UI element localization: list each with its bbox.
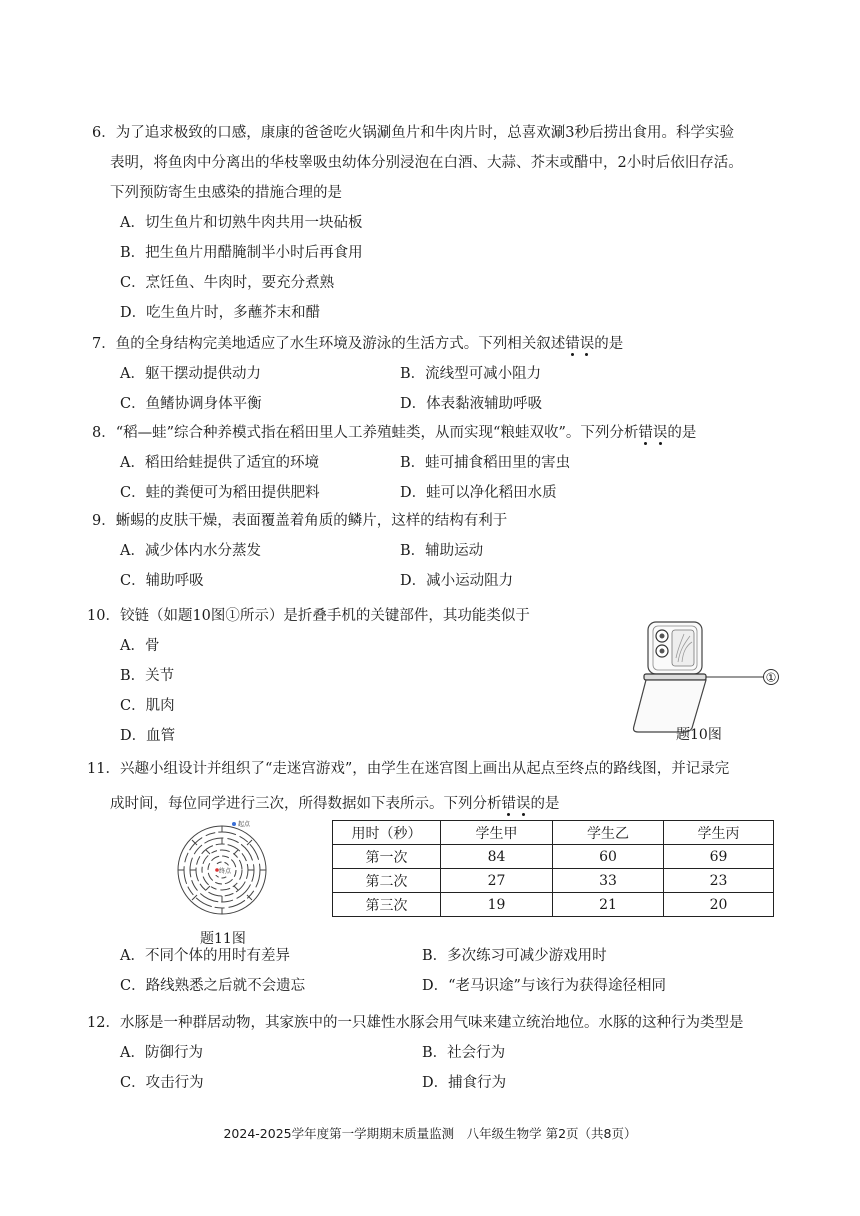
page-footer: 2024-2025学年度第一学期期末质量监测 八年级生物学 第2页（共8页）	[223, 1126, 637, 1141]
table-cell: 60	[553, 845, 664, 869]
option-a: A．不同个体的用时有差异	[120, 948, 290, 964]
question-stem: “稻—蛙”综合种养模式指在稻田里人工养殖蛙类，从而实现“粮蛙双收”。下列分析	[115, 425, 639, 441]
question-number: 11．	[87, 761, 120, 777]
emphasis-text	[565, 336, 594, 352]
option-b: B．流线型可减小阻力	[400, 366, 542, 382]
question-stem: 蜥蜴的皮肤干燥，表面覆盖着角质的鳞片，这样的结构有利于	[115, 513, 508, 529]
emphasis-char: 误	[652, 425, 668, 441]
option-c: C．肌肉	[120, 698, 175, 714]
option-d: D．“老马识途”与该行为获得途径相同	[422, 978, 666, 994]
emphasis-char: 错	[501, 796, 516, 812]
question-stem-tail: 的是	[530, 796, 560, 812]
question-number: 6．	[92, 125, 116, 141]
table-cell: 第二次	[333, 869, 441, 893]
option-d: D．体表黏液辅助呼吸	[400, 396, 543, 412]
option-b: B．蛙可捕食稻田里的害虫	[400, 455, 571, 471]
option-c: C．烹饪鱼、牛肉时，要充分煮熟	[120, 275, 335, 291]
question-stem-tail: 的是	[667, 425, 697, 441]
table-row	[333, 893, 774, 917]
question-stem: 水豚是一种群居动物，其家族中的一只雄性水豚会用气味来建立统治地位。水豚的这种行为类型是	[119, 1015, 744, 1031]
table-cell: 33	[553, 869, 664, 893]
option-a: A．减少体内水分蒸发	[120, 543, 261, 559]
emphasis-text	[502, 796, 531, 812]
maze-end-label: 终点	[219, 868, 232, 875]
question-number: 10．	[87, 608, 120, 624]
table-header: 学生乙	[553, 821, 664, 845]
question-stem-tail: 的是	[594, 336, 624, 352]
question-number: 7．	[92, 336, 116, 352]
question-7	[92, 329, 782, 419]
question-12	[87, 1008, 787, 1098]
question-stem-cont: 成时间，每位同学进行三次，所得数据如下表所示。下列分析	[110, 796, 502, 812]
question-6	[92, 118, 782, 328]
table-cell: 第一次	[333, 845, 441, 869]
emphasis-char: 误	[579, 336, 595, 352]
question-number: 12．	[87, 1015, 120, 1031]
question-9	[92, 506, 782, 596]
maze-start-label: 起点	[238, 821, 251, 828]
question-stem-cont: 表明，将鱼肉中分离出的华枝睾吸虫幼体分别浸泡在白酒、大蒜、芥末或醋中，2小时后依旧存活。	[110, 155, 743, 171]
option-a: A．切生鱼片和切熟牛肉共用一块砧板	[120, 215, 363, 231]
figure-11-caption: 题11图	[200, 931, 246, 947]
option-c: C．蛙的粪便可为稻田提供肥料	[120, 485, 320, 501]
option-a: A．躯干摆动提供动力	[120, 366, 261, 382]
emphasis-char: 误	[516, 796, 531, 812]
option-d: D．血管	[120, 728, 176, 744]
hinge-marker: ①	[765, 670, 777, 685]
option-c: C．辅助呼吸	[120, 573, 204, 589]
table-cell: 84	[441, 845, 553, 869]
question-stem: 为了追求极致的口感，康康的爸爸吃火锅涮鱼片和牛肉片时，总喜欢涮3秒后捞出食用。科学实验	[115, 125, 734, 141]
option-b: B．关节	[120, 668, 175, 684]
table-cell: 第三次	[333, 893, 441, 917]
table-header: 用时（秒）	[333, 821, 441, 845]
option-a: A．骨	[120, 638, 160, 654]
option-b: B．把生鱼片用醋腌制半小时后再食用	[120, 245, 363, 261]
table-cell: 27	[441, 869, 553, 893]
option-c: C．攻击行为	[120, 1075, 204, 1091]
question-8	[92, 418, 782, 508]
table-cell: 69	[664, 845, 774, 869]
option-b: B．辅助运动	[400, 543, 484, 559]
table-row	[333, 869, 774, 893]
question-stem-cont: 下列预防寄生虫感染的措施合理的是	[110, 185, 342, 201]
emphasis-char: 错	[565, 336, 580, 352]
option-d: D．蛙可以净化稻田水质	[400, 485, 557, 501]
option-b: B．多次练习可减少游戏用时	[422, 948, 607, 964]
figure-10-caption: 题10图	[676, 727, 722, 743]
option-a: A．稻田给蛙提供了适宜的环境	[120, 455, 319, 471]
maze-figure	[176, 816, 268, 920]
question-stem: 铰链（如题10图①所示）是折叠手机的关键部件，其功能类似于	[119, 608, 530, 624]
emphasis-text	[638, 425, 667, 441]
option-c: C．路线熟悉之后就不会遗忘	[120, 978, 306, 994]
table-header: 学生丙	[664, 821, 774, 845]
option-a: A．防御行为	[120, 1045, 203, 1061]
table-cell: 21	[553, 893, 664, 917]
question-number: 9．	[92, 513, 116, 529]
question-stem: 兴趣小组设计并组织了“走迷宫游戏”，由学生在迷宫图上画出从起点至终点的路线图，并记录完	[119, 761, 730, 777]
question-11-options	[120, 941, 800, 1001]
table-cell: 20	[664, 893, 774, 917]
table-cell: 19	[441, 893, 553, 917]
question-11	[87, 754, 777, 814]
question-number: 8．	[92, 425, 116, 441]
emphasis-char: 错	[638, 425, 653, 441]
option-d: D．吃生鱼片时，多蘸芥末和醋	[120, 305, 321, 321]
option-b: B．社会行为	[422, 1045, 506, 1061]
table-cell: 23	[664, 869, 774, 893]
question-stem: 鱼的全身结构完美地适应了水生环境及游泳的生活方式。下列相关叙述	[115, 336, 566, 352]
option-d: D．减小运动阻力	[400, 573, 514, 589]
option-c: C．鱼鳍协调身体平衡	[120, 396, 262, 412]
table-row	[333, 845, 774, 869]
table-header: 学生甲	[441, 821, 553, 845]
table-header-row	[333, 821, 774, 845]
timing-table	[332, 820, 774, 917]
option-d: D．捕食行为	[422, 1075, 507, 1091]
